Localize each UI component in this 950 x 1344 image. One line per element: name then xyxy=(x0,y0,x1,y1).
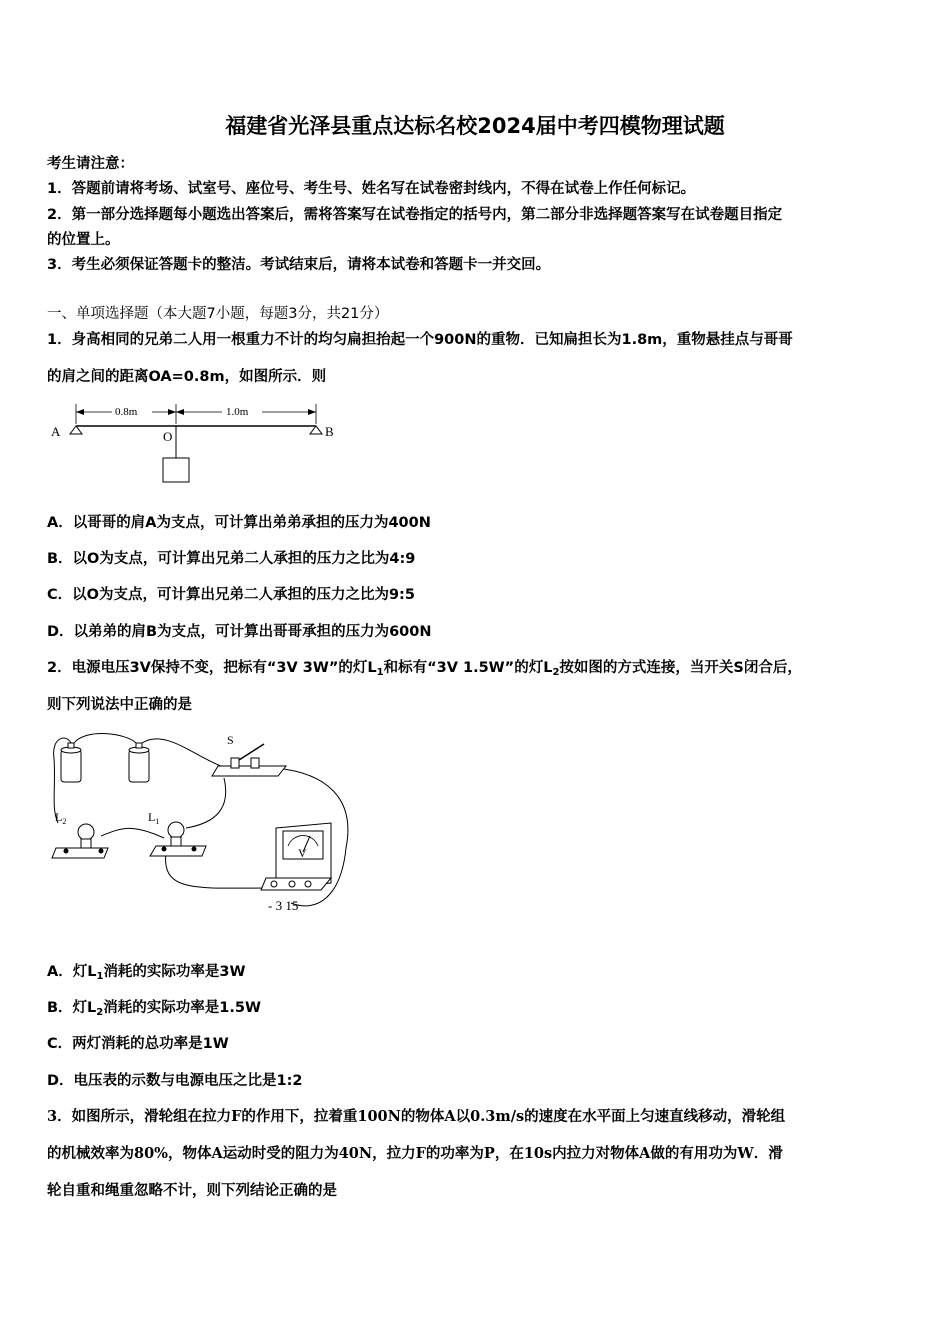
question-text: 3．如图所示，滑轮组在拉力F的作用下，拉着重100N的物体A以0.3m/s的速度在水平面上匀速直线移动，滑轮组 xyxy=(47,1108,786,1125)
section-heading: 一、单项选择题（本大题7小题，每题3分，共21分） xyxy=(47,306,389,322)
question-text: 2．电源电压3V保持不变，把标有“3V 3W”的灯$L_1$和标有“3V 1.5W”的灯$L_2$按如图的方式连接，当开关S闭合后， xyxy=(47,660,802,678)
option-a[interactable]: A．灯$L_1$消耗的实际功率是3W xyxy=(47,964,246,982)
option-d[interactable]: D．以弟弟的肩B为支点，可计算出哥哥承担的压力为600N xyxy=(47,624,432,640)
option-b[interactable]: B．以O为支点，可计算出兄弟二人承担的压力之比为4:9 xyxy=(47,551,416,567)
notice-item: 2．第一部分选择题每小题选出答案后，需将答案写在试卷指定的括号内，第二部分非选择题答案写在试卷题目指定 xyxy=(47,207,783,223)
label-L2: $L_2$ xyxy=(55,810,67,826)
notice-item: 的位置上。 xyxy=(47,232,120,248)
option-b[interactable]: B．灯$L_2$消耗的实际功率是1.5W xyxy=(47,1000,261,1018)
battery-icon xyxy=(61,743,149,782)
option-d[interactable]: D．电压表的示数与电源电压之比是1:2 xyxy=(47,1073,303,1089)
question-text: 的机械效率为80%，物体A运动时受的阻力为40N，拉力F的功率为P，在10s内拉力对物体A做的有用功为W．滑 xyxy=(47,1145,783,1162)
option-a[interactable]: A．以哥哥的肩A为支点，可计算出弟弟承担的压力为400N xyxy=(47,515,431,531)
dim-label-left: 0.8m xyxy=(115,406,138,418)
voltmeter-icon xyxy=(261,823,331,890)
question-text: 的肩之间的距离OA=0.8m，如图所示．则 xyxy=(47,369,327,385)
option-c[interactable]: C．以O为支点，可计算出兄弟二人承担的压力之比为9:5 xyxy=(47,587,415,603)
dim-label-right: 1.0m xyxy=(226,406,249,418)
label-O: O xyxy=(163,429,173,444)
lamp-icon xyxy=(52,824,108,858)
label-L1: $L_1$ xyxy=(148,810,160,826)
notice-heading: 考生请注意： xyxy=(47,156,134,172)
label-A: A xyxy=(51,424,61,439)
switch-icon xyxy=(212,744,286,776)
option-c[interactable]: C．两灯消耗的总功率是1W xyxy=(47,1036,229,1052)
question-text: 则下列说法中正确的是 xyxy=(47,697,192,713)
page-title: 福建省光泽县重点达标名校2024届中考四模物理试题 xyxy=(225,114,725,138)
voltmeter-terminals: - 3 15 xyxy=(268,898,299,913)
notice-item: 1．答题前请将考场、试室号、座位号、考生号、姓名写在试卷密封线内，不得在试卷上作任何标记。 xyxy=(47,181,696,197)
label-V: V xyxy=(298,846,307,860)
notice-item: 3．考生必须保证答题卡的整洁。考试结束后，请将本试卷和答题卡一并交回。 xyxy=(47,257,551,273)
label-S: S xyxy=(227,733,234,747)
label-B: B xyxy=(325,424,334,439)
question-text: 轮自重和绳重忽略不计，则下列结论正确的是 xyxy=(47,1182,337,1199)
circuit-diagram xyxy=(46,728,356,920)
lamp-icon xyxy=(150,822,206,856)
question-text: 1．身高相同的兄弟二人用一根重力不计的均匀扁担抬起一个900N的重物．已知扁担长为1.8m，重物悬挂点与哥哥 xyxy=(47,332,793,348)
lever-diagram xyxy=(46,398,346,490)
